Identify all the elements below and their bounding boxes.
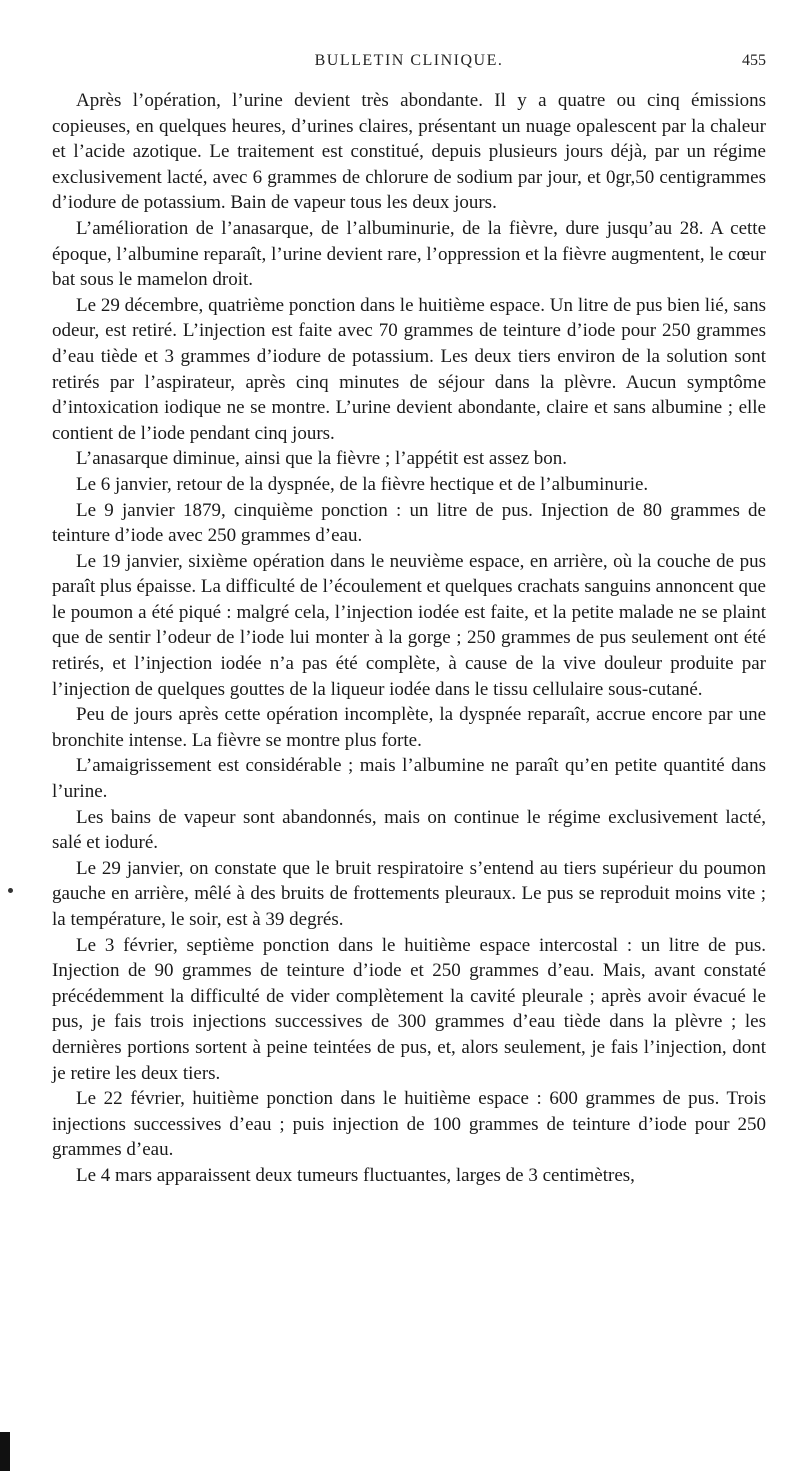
page bbox=[52, 52, 766, 1189]
paragraph: Après l’opération, l’urine devient très abondante. Il y a quatre ou cinq émissions copieuses, en quelques heures, d’urines claires, présentant un nuage opalescent par la chaleur et l’acide azotique. Le traitement est constitué, depuis plusieurs jours déjà, par un régime exclusivement lacté, avec 6 grammes de chlorure de sodium par jour, et 0gr,50 centigrammes d’iodure de potassium. Bain de vapeur tous les deux jours. bbox=[52, 90, 766, 214]
running-header bbox=[52, 52, 766, 82]
paragraph: L’anasarque diminue, ainsi que la fièvre ; l’appétit est assez bon. bbox=[76, 448, 568, 470]
paragraph: Les bains de vapeur sont abandonnés, mais on continue le régime exclusivement lacté, salé et ioduré. bbox=[52, 806, 766, 854]
paragraph: L’amélioration de l’anasarque, de l’albuminurie, de la fièvre, dure jusqu’au 28. A cette époque, l’albumine reparaît, l’urine devient rare, l’oppression et la fièvre augmentent, le cœur bat sous le mamelon droit. bbox=[52, 217, 766, 291]
paragraph: Le 19 janvier, sixième opération dans le neuvième espace, en arrière, où la couche de pus paraît plus épaisse. La difficulté de l’écoulement et quelques crachats sanguins annoncent que le poumon a été piqué : malgré cela, l’injection iodée est faite, et la petite malade ne se plaint que de sentir l’odeur de l’iode lui monter à la gorge ; 250 grammes de pus seulement ont été retirés, et l’injection iodée n’a pas été complète, à cause de la vive douleur produite par l’injection de quelques gouttes de la liqueur iodée dans le tissu cellulaire sous-cutané. bbox=[52, 550, 766, 700]
article-body bbox=[52, 88, 766, 1189]
paragraph: Peu de jours après cette opération incomplète, la dyspnée reparaît, accrue encore par une bronchite intense. La fièvre se montre plus forte. bbox=[52, 704, 766, 751]
scan-edge-mark bbox=[0, 1432, 10, 1471]
paragraph: Le 4 mars apparaissent deux tumeurs fluctuantes, larges de 3 centimètres, bbox=[76, 1164, 635, 1186]
paragraph: Le 3 février, septième ponction dans le huitième espace intercostal : un litre de pus. Injection de 90 grammes de teinture d’iode et 250 grammes d’eau. Mais, avant constaté précédemment la difficulté de vider complètement la cavité pleurale ; après avoir évacué le pus, je fais trois injections successives de 300 grammes d’eau tiède dans la plèvre ; les dernières portions sortent à peine teintées de pus, et, alors seulement, je fais l’injection, dont je retire les deux tiers. bbox=[52, 934, 766, 1084]
scan-speck bbox=[8, 888, 13, 893]
paragraph: Le 22 février, huitième ponction dans le huitième espace : 600 grammes de pus. Trois injections successives d’eau ; puis injection de 100 grammes de teinture d’iode pour 250 grammes d’eau. bbox=[52, 1088, 766, 1161]
running-title: BULLETIN CLINIQUE. bbox=[314, 52, 504, 69]
page-number: 455 bbox=[742, 52, 766, 69]
paragraph: Le 6 janvier, retour de la dyspnée, de la fièvre hectique et de l’albuminurie. bbox=[76, 473, 649, 495]
paragraph: Le 29 décembre, quatrième ponction dans le huitième espace. Un litre de pus bien lié, sans odeur, est retiré. L’injection est faite avec 70 grammes de teinture d’iode pour 250 grammes d’eau tiède et 3 grammes d’iodure de potassium. Les deux tiers environ de la solution sont retirés par l’aspirateur, après cinq minutes de séjour dans la plèvre. Aucun symptôme d’intoxication iodique ne se montre. L’urine devient abondante, claire et sans albumine ; elle contient de l’iode pendant cinq jours. bbox=[52, 294, 766, 444]
paragraph: Le 29 janvier, on constate que le bruit respiratoire s’entend au tiers supérieur du poumon gauche en arrière, mêlé à des bruits de frottements pleuraux. Le pus se reproduit moins vite ; la température, le soir, est à 39 degrés. bbox=[52, 857, 766, 930]
paragraph: Le 9 janvier 1879, cinquième ponction : un litre de pus. Injection de 80 grammes de teinture d’iode avec 250 grammes d’eau. bbox=[52, 499, 766, 547]
paragraph: L’amaigrissement est considérable ; mais l’albumine ne paraît qu’en petite quantité dans l’urine. bbox=[52, 755, 766, 803]
